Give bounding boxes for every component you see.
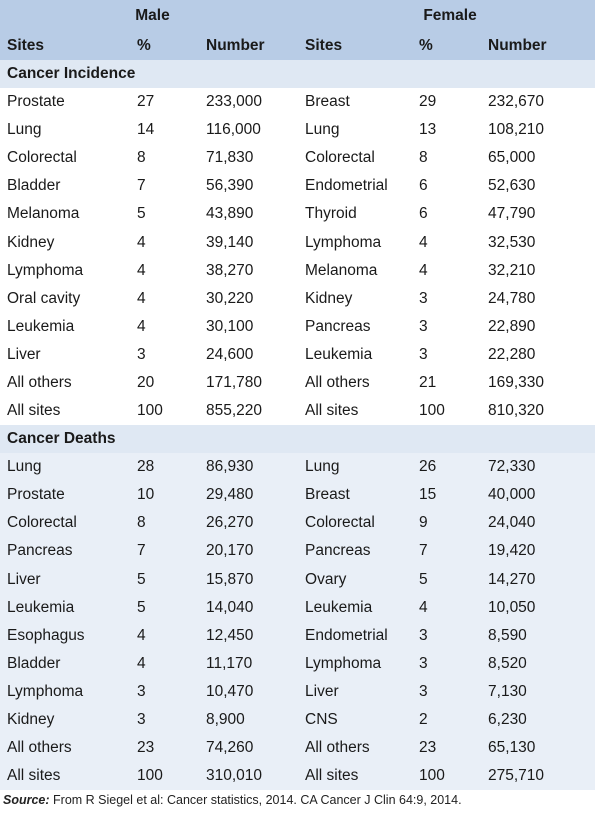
male-percent-cell: 14 bbox=[137, 116, 206, 144]
female-percent-cell: 3 bbox=[419, 313, 488, 341]
male-site-cell: Liver bbox=[0, 341, 137, 369]
table-row bbox=[0, 116, 595, 144]
male-number-cell: 116,000 bbox=[206, 116, 305, 144]
table-row bbox=[0, 650, 595, 678]
male-number-cell: 29,480 bbox=[206, 481, 305, 509]
sex-header-row bbox=[0, 0, 595, 32]
female-number-cell: 108,210 bbox=[488, 116, 595, 144]
female-percent-cell: 3 bbox=[419, 678, 488, 706]
female-site-cell: Melanoma bbox=[305, 257, 419, 285]
male-number-cell: 8,900 bbox=[206, 706, 305, 734]
male-percent-cell: 5 bbox=[137, 200, 206, 228]
female-number-cell: 169,330 bbox=[488, 369, 595, 397]
male-number-cell: 855,220 bbox=[206, 397, 305, 425]
female-site-cell: Pancreas bbox=[305, 537, 419, 565]
male-number-cell: 26,270 bbox=[206, 509, 305, 537]
deaths-section-title: Cancer Deaths bbox=[0, 425, 595, 453]
male-percent-cell: 23 bbox=[137, 734, 206, 762]
female-percent-cell: 3 bbox=[419, 285, 488, 313]
female-percent-cell: 5 bbox=[419, 566, 488, 594]
female-percent-cell: 7 bbox=[419, 537, 488, 565]
female-site-cell: Pancreas bbox=[305, 313, 419, 341]
male-site-cell: Melanoma bbox=[0, 200, 137, 228]
female-number-cell: 8,590 bbox=[488, 622, 595, 650]
table-row bbox=[0, 622, 595, 650]
female-site-cell: Colorectal bbox=[305, 144, 419, 172]
male-percent-cell: 100 bbox=[137, 397, 206, 425]
male-number-cell: 30,220 bbox=[206, 285, 305, 313]
male-percent-cell: 27 bbox=[137, 88, 206, 116]
male-site-cell: Pancreas bbox=[0, 537, 137, 565]
female-percent-cell: 15 bbox=[419, 481, 488, 509]
female-number-cell: 32,210 bbox=[488, 257, 595, 285]
male-number-cell: 14,040 bbox=[206, 594, 305, 622]
table-row bbox=[0, 594, 595, 622]
female-percent-cell: 100 bbox=[419, 397, 488, 425]
female-site-cell: Leukemia bbox=[305, 594, 419, 622]
female-number-cell: 72,330 bbox=[488, 453, 595, 481]
source-text: From R Siegel et al: Cancer statistics, 2014. CA Cancer J Clin 64:9, 2014. bbox=[53, 793, 462, 807]
female-site-cell: Thyroid bbox=[305, 200, 419, 228]
female-site-cell: Leukemia bbox=[305, 341, 419, 369]
female-number-cell: 52,630 bbox=[488, 172, 595, 200]
table-row bbox=[0, 369, 595, 397]
male-percent-cell: 5 bbox=[137, 594, 206, 622]
male-site-cell: Lymphoma bbox=[0, 257, 137, 285]
female-number-cell: 275,710 bbox=[488, 762, 595, 790]
male-number-cell: 30,100 bbox=[206, 313, 305, 341]
female-percent-cell: 4 bbox=[419, 594, 488, 622]
male-percent-cell: 3 bbox=[137, 678, 206, 706]
male-number-cell: 74,260 bbox=[206, 734, 305, 762]
male-site-cell: All sites bbox=[0, 397, 137, 425]
male-number-cell: 56,390 bbox=[206, 172, 305, 200]
female-number-cell: 14,270 bbox=[488, 566, 595, 594]
female-percent-cell: 9 bbox=[419, 509, 488, 537]
female-percent-cell: 21 bbox=[419, 369, 488, 397]
male-percent-cell: 4 bbox=[137, 622, 206, 650]
male-number-cell: 11,170 bbox=[206, 650, 305, 678]
male-site-cell: Colorectal bbox=[0, 144, 137, 172]
male-number-cell: 15,870 bbox=[206, 566, 305, 594]
male-number-cell: 20,170 bbox=[206, 537, 305, 565]
female-percent-cell: 3 bbox=[419, 650, 488, 678]
male-site-cell: Leukemia bbox=[0, 594, 137, 622]
male-site-cell: Lung bbox=[0, 116, 137, 144]
incidence-section bbox=[0, 60, 595, 425]
female-percent-cell: 3 bbox=[419, 341, 488, 369]
male-site-cell: Prostate bbox=[0, 481, 137, 509]
female-percent-cell: 13 bbox=[419, 116, 488, 144]
female-site-cell: Ovary bbox=[305, 566, 419, 594]
female-percent-cell: 100 bbox=[419, 762, 488, 790]
male-percent-cell: 4 bbox=[137, 650, 206, 678]
table-row bbox=[0, 172, 595, 200]
table-row bbox=[0, 481, 595, 509]
female-number-cell: 22,280 bbox=[488, 341, 595, 369]
female-number-cell: 232,670 bbox=[488, 88, 595, 116]
table-row bbox=[0, 341, 595, 369]
source-note bbox=[3, 793, 462, 807]
table-row bbox=[0, 566, 595, 594]
table-row bbox=[0, 706, 595, 734]
male-site-cell: Bladder bbox=[0, 172, 137, 200]
female-site-cell: Lymphoma bbox=[305, 228, 419, 256]
female-percent-cell: 29 bbox=[419, 88, 488, 116]
source-label: Source: bbox=[3, 793, 50, 807]
deaths-section bbox=[0, 425, 595, 790]
female-number-cell: 40,000 bbox=[488, 481, 595, 509]
table-row bbox=[0, 762, 595, 790]
male-site-cell: Colorectal bbox=[0, 509, 137, 537]
male-site-cell: Oral cavity bbox=[0, 285, 137, 313]
male-site-cell: Liver bbox=[0, 566, 137, 594]
male-number-cell: 86,930 bbox=[206, 453, 305, 481]
table-row bbox=[0, 285, 595, 313]
male-percent-cell: 28 bbox=[137, 453, 206, 481]
male-percent-cell: 8 bbox=[137, 509, 206, 537]
female-percent-cell: 3 bbox=[419, 622, 488, 650]
female-site-cell: Endometrial bbox=[305, 172, 419, 200]
female-number-cell: 22,890 bbox=[488, 313, 595, 341]
male-header: Male bbox=[135, 7, 170, 24]
male-percent-cell: 100 bbox=[137, 762, 206, 790]
col-header-male-sites: Sites bbox=[7, 37, 45, 54]
male-number-cell: 71,830 bbox=[206, 144, 305, 172]
female-percent-cell: 4 bbox=[419, 257, 488, 285]
female-number-cell: 65,130 bbox=[488, 734, 595, 762]
female-number-cell: 19,420 bbox=[488, 537, 595, 565]
female-site-cell: Lymphoma bbox=[305, 650, 419, 678]
female-site-cell: All others bbox=[305, 734, 419, 762]
female-site-cell: Colorectal bbox=[305, 509, 419, 537]
female-header: Female bbox=[423, 7, 477, 24]
female-site-cell: All sites bbox=[305, 762, 419, 790]
male-number-cell: 171,780 bbox=[206, 369, 305, 397]
table-row bbox=[0, 397, 595, 425]
male-number-cell: 39,140 bbox=[206, 228, 305, 256]
female-number-cell: 65,000 bbox=[488, 144, 595, 172]
female-site-cell: Breast bbox=[305, 481, 419, 509]
table-row bbox=[0, 228, 595, 256]
female-site-cell: Endometrial bbox=[305, 622, 419, 650]
female-site-cell: All others bbox=[305, 369, 419, 397]
female-percent-cell: 6 bbox=[419, 200, 488, 228]
male-percent-cell: 4 bbox=[137, 228, 206, 256]
male-number-cell: 233,000 bbox=[206, 88, 305, 116]
male-percent-cell: 4 bbox=[137, 313, 206, 341]
incidence-section-title: Cancer Incidence bbox=[0, 60, 595, 88]
female-number-cell: 8,520 bbox=[488, 650, 595, 678]
female-percent-cell: 2 bbox=[419, 706, 488, 734]
female-site-cell: Breast bbox=[305, 88, 419, 116]
table-row bbox=[0, 453, 595, 481]
female-number-cell: 32,530 bbox=[488, 228, 595, 256]
male-site-cell: All sites bbox=[0, 762, 137, 790]
male-site-cell: Prostate bbox=[0, 88, 137, 116]
female-site-cell: Liver bbox=[305, 678, 419, 706]
female-percent-cell: 6 bbox=[419, 172, 488, 200]
female-site-cell: Lung bbox=[305, 453, 419, 481]
section-title-row bbox=[0, 60, 595, 88]
table-row bbox=[0, 257, 595, 285]
male-number-cell: 12,450 bbox=[206, 622, 305, 650]
female-percent-cell: 8 bbox=[419, 144, 488, 172]
male-number-cell: 10,470 bbox=[206, 678, 305, 706]
male-number-cell: 43,890 bbox=[206, 200, 305, 228]
col-header-female-number: Number bbox=[488, 37, 547, 54]
column-header-row bbox=[0, 32, 595, 60]
table-row bbox=[0, 88, 595, 116]
male-percent-cell: 10 bbox=[137, 481, 206, 509]
table-row bbox=[0, 200, 595, 228]
section-title-row bbox=[0, 425, 595, 453]
female-number-cell: 810,320 bbox=[488, 397, 595, 425]
table-row bbox=[0, 313, 595, 341]
male-site-cell: All others bbox=[0, 734, 137, 762]
male-percent-cell: 3 bbox=[137, 706, 206, 734]
male-site-cell: Esophagus bbox=[0, 622, 137, 650]
female-percent-cell: 26 bbox=[419, 453, 488, 481]
male-site-cell: Leukemia bbox=[0, 313, 137, 341]
male-number-cell: 38,270 bbox=[206, 257, 305, 285]
female-percent-cell: 23 bbox=[419, 734, 488, 762]
male-number-cell: 24,600 bbox=[206, 341, 305, 369]
male-percent-cell: 3 bbox=[137, 341, 206, 369]
col-header-male-number: Number bbox=[206, 37, 265, 54]
male-percent-cell: 4 bbox=[137, 257, 206, 285]
male-site-cell: Lung bbox=[0, 453, 137, 481]
female-site-cell: All sites bbox=[305, 397, 419, 425]
male-site-cell: Kidney bbox=[0, 706, 137, 734]
male-site-cell: All others bbox=[0, 369, 137, 397]
male-percent-cell: 7 bbox=[137, 172, 206, 200]
female-number-cell: 24,040 bbox=[488, 509, 595, 537]
female-site-cell: CNS bbox=[305, 706, 419, 734]
male-percent-cell: 7 bbox=[137, 537, 206, 565]
female-number-cell: 10,050 bbox=[488, 594, 595, 622]
female-number-cell: 6,230 bbox=[488, 706, 595, 734]
male-percent-cell: 5 bbox=[137, 566, 206, 594]
female-number-cell: 7,130 bbox=[488, 678, 595, 706]
table-row bbox=[0, 734, 595, 762]
col-header-male-percent: % bbox=[137, 37, 151, 54]
female-site-cell: Lung bbox=[305, 116, 419, 144]
male-number-cell: 310,010 bbox=[206, 762, 305, 790]
col-header-female-sites: Sites bbox=[305, 37, 343, 54]
female-number-cell: 47,790 bbox=[488, 200, 595, 228]
male-percent-cell: 4 bbox=[137, 285, 206, 313]
male-site-cell: Lymphoma bbox=[0, 678, 137, 706]
table-row bbox=[0, 144, 595, 172]
male-percent-cell: 8 bbox=[137, 144, 206, 172]
col-header-female-percent: % bbox=[419, 37, 433, 54]
female-number-cell: 24,780 bbox=[488, 285, 595, 313]
table-row bbox=[0, 678, 595, 706]
table-row bbox=[0, 509, 595, 537]
male-percent-cell: 20 bbox=[137, 369, 206, 397]
female-percent-cell: 4 bbox=[419, 228, 488, 256]
table-row bbox=[0, 537, 595, 565]
male-site-cell: Kidney bbox=[0, 228, 137, 256]
female-site-cell: Kidney bbox=[305, 285, 419, 313]
male-site-cell: Bladder bbox=[0, 650, 137, 678]
